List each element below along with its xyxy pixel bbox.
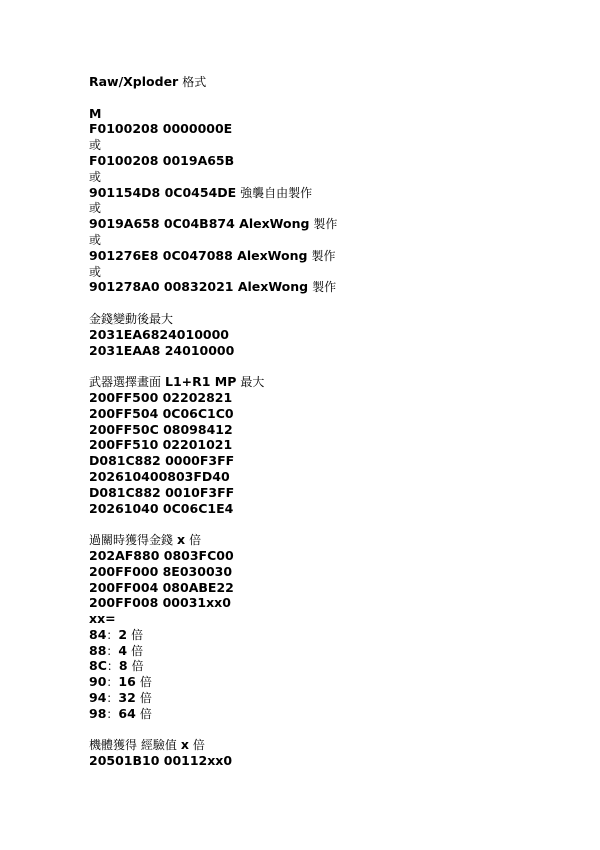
code-text: 901276E8 0C047088 AlexWong (89, 247, 308, 263)
chinese-text: ： (106, 643, 119, 658)
chinese-text: 金錢變動後最大 (89, 311, 174, 326)
code-line (89, 200, 569, 216)
code-line (89, 627, 569, 643)
code-line (89, 422, 569, 438)
code-text: 200FF504 0C06C1C0 (89, 405, 234, 421)
chinese-text: 或 (89, 201, 102, 216)
code-line (89, 753, 569, 769)
code-line (89, 469, 569, 485)
code-text: 202610400803FD40 (89, 468, 230, 484)
code-line (89, 279, 569, 295)
chinese-text: 或 (89, 264, 102, 279)
code-text: 64 (118, 705, 136, 721)
code-line (89, 137, 569, 153)
code-text: 200FF50C 08098412 (89, 421, 233, 437)
cheat-sections (89, 106, 569, 769)
code-text: 88 (89, 642, 107, 658)
code-line (89, 374, 569, 390)
chinese-text: 製作 (312, 280, 337, 295)
code-line (89, 390, 569, 406)
code-text: 200FF510 02201021 (89, 437, 233, 453)
code-line (89, 611, 569, 627)
chinese-text: 製作 (311, 248, 336, 263)
chinese-text: 倍 (131, 643, 144, 658)
code-line (89, 453, 569, 469)
code-line (89, 264, 569, 280)
code-line (89, 658, 569, 674)
code-text: F0100208 0000000E (89, 121, 233, 137)
chinese-text: 倍 (189, 533, 202, 548)
spacer (89, 358, 569, 374)
code-text: 4 (118, 642, 128, 658)
code-text: 9019A658 0C04B874 AlexWong (89, 216, 310, 232)
chinese-text: ： (106, 627, 119, 642)
code-text: 20501B10 00112xx0 (89, 753, 233, 769)
code-line (89, 706, 569, 722)
cheat-section (89, 311, 569, 358)
cheat-section (89, 532, 569, 722)
code-text: D081C882 0010F3FF (89, 484, 235, 500)
chinese-text: 倍 (139, 706, 152, 721)
chinese-text: 倍 (192, 738, 205, 753)
code-line (89, 216, 569, 232)
code-text: 90 (89, 674, 107, 690)
code-line (89, 690, 569, 706)
code-line (89, 232, 569, 248)
spacer (89, 90, 569, 106)
spacer (89, 516, 569, 532)
chinese-text: 製作 (313, 217, 338, 232)
code-line (89, 311, 569, 327)
code-text: 84 (89, 626, 107, 642)
code-line (89, 595, 569, 611)
code-line (89, 121, 569, 137)
chinese-text: ： (106, 659, 119, 674)
code-text: 901154D8 0C0454DE (89, 184, 237, 200)
chinese-text: 強襲自由製作 (240, 185, 313, 200)
code-text: 98 (89, 705, 107, 721)
title-code: Raw/Xploder (89, 74, 179, 89)
title-label: 格式 (182, 75, 207, 89)
code-text: xx= (89, 611, 116, 627)
chinese-text: ： (106, 691, 119, 706)
code-line (89, 580, 569, 596)
code-text: x (177, 532, 186, 548)
chinese-text: 機體獲得 經驗值 (89, 738, 177, 753)
code-text: 200FF008 00031xx0 (89, 595, 231, 611)
chinese-text: ： (106, 706, 119, 721)
cheat-section (89, 374, 569, 516)
code-text: 202AF880 0803FC00 (89, 547, 234, 563)
code-line (89, 485, 569, 501)
chinese-text: 或 (89, 232, 102, 247)
code-line (89, 532, 569, 548)
code-line (89, 548, 569, 564)
chinese-text: 倍 (131, 627, 144, 642)
code-text: L1+R1 MP (165, 374, 237, 390)
chinese-text: 或 (89, 138, 102, 153)
chinese-text: 最大 (240, 375, 265, 390)
code-text: F0100208 0019A65B (89, 152, 235, 168)
code-line (89, 185, 569, 201)
code-text: 200FF500 02202821 (89, 389, 233, 405)
spacer (89, 722, 569, 738)
code-text: 2 (118, 626, 128, 642)
document-body (89, 74, 569, 769)
chinese-text: 倍 (139, 691, 152, 706)
chinese-text: ： (106, 675, 119, 690)
cheat-section (89, 106, 569, 296)
code-text: 2031EAA8 24010000 (89, 342, 235, 358)
chinese-text: 倍 (131, 659, 144, 674)
code-text: 901278A0 00832021 AlexWong (89, 279, 309, 295)
code-text: M (89, 105, 102, 121)
code-text: 2031EA6824010000 (89, 326, 229, 342)
chinese-text: 或 (89, 169, 102, 184)
code-text: 20261040 0C06C1E4 (89, 500, 234, 516)
code-text: 200FF000 8E030030 (89, 563, 233, 579)
code-text: 8 (118, 658, 128, 674)
code-line (89, 437, 569, 453)
code-line (89, 343, 569, 359)
code-line (89, 737, 569, 753)
chinese-text: 過關時獲得金錢 (89, 533, 174, 548)
cheat-section (89, 737, 569, 769)
code-line (89, 169, 569, 185)
code-line (89, 564, 569, 580)
chinese-text: 武器選擇畫面 (89, 375, 162, 390)
code-line (89, 248, 569, 264)
code-text: x (180, 737, 189, 753)
code-text: D081C882 0000F3FF (89, 453, 235, 469)
code-line (89, 406, 569, 422)
code-line (89, 327, 569, 343)
code-line (89, 643, 569, 659)
code-text: 8C (89, 658, 107, 674)
code-line (89, 501, 569, 517)
code-line (89, 674, 569, 690)
code-text: 200FF004 080ABE22 (89, 579, 234, 595)
code-text: 16 (118, 674, 136, 690)
code-line (89, 106, 569, 122)
document-title (89, 74, 569, 90)
code-text: 94 (89, 690, 107, 706)
chinese-text: 倍 (139, 675, 152, 690)
spacer (89, 295, 569, 311)
code-text: 32 (118, 690, 136, 706)
code-line (89, 153, 569, 169)
